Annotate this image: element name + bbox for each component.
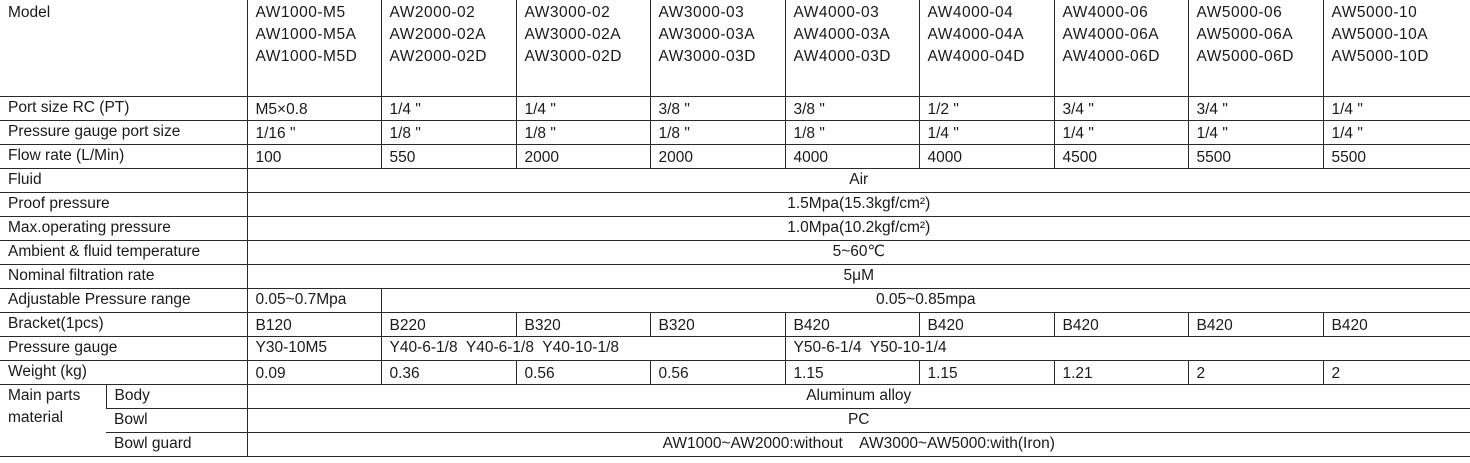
gauge-port-cell: 1/8 " (516, 121, 650, 145)
weight-cell: 0.09 (247, 361, 381, 385)
model-cell: AW4000-03 AW4000-03A AW4000-03D (785, 0, 919, 97)
gauge-port-cell: 1/4 " (1188, 121, 1323, 145)
model-cell: AW4000-04 AW4000-04A AW4000-04D (919, 0, 1054, 97)
flow-rate-cell: 2000 (516, 145, 650, 169)
adjustable-row (0, 289, 1470, 313)
bracket-label: Bracket(1pcs) (0, 313, 247, 337)
model-cell: AW3000-02 AW3000-02A AW3000-02D (516, 0, 650, 97)
proof-pressure-label: Proof pressure (0, 193, 247, 217)
weight-row (0, 361, 1470, 385)
bowl-row (0, 409, 1470, 433)
bracket-cell: B220 (381, 313, 516, 337)
flow-rate-cell: 4500 (1054, 145, 1188, 169)
gauge-port-row (0, 121, 1470, 145)
port-size-cell: 3/4 " (1054, 97, 1188, 121)
model-cell: AW4000-06 AW4000-06A AW4000-06D (1054, 0, 1188, 97)
flow-rate-cell: 4000 (785, 145, 919, 169)
bowl-guard-label: Bowl guard (106, 433, 247, 457)
model-label: Model (0, 0, 247, 97)
gauge-port-cell: 1/8 " (785, 121, 919, 145)
max-pressure-value: 1.0Mpa(10.2kgf/cm²) (247, 217, 1470, 241)
weight-cell: 2 (1188, 361, 1323, 385)
flow-rate-cell: 550 (381, 145, 516, 169)
gauge-port-label: Pressure gauge port size (0, 121, 247, 145)
flow-rate-cell: 4000 (919, 145, 1054, 169)
model-cell: AW5000-10 AW5000-10A AW5000-10D (1323, 0, 1470, 97)
port-size-cell: 1/2 " (919, 97, 1054, 121)
bracket-cell: B420 (1323, 313, 1470, 337)
flow-rate-cell: 2000 (650, 145, 785, 169)
fluid-value: Air (247, 169, 1470, 193)
weight-cell: 0.56 (516, 361, 650, 385)
gauge-port-cell: 1/4 " (1054, 121, 1188, 145)
port-size-cell: 3/8 " (650, 97, 785, 121)
gauge-port-cell: 1/8 " (650, 121, 785, 145)
model-cell: AW5000-06 AW5000-06A AW5000-06D (1188, 0, 1323, 97)
fluid-label: Fluid (0, 169, 247, 193)
flow-rate-cell: 100 (247, 145, 381, 169)
weight-cell: 1.21 (1054, 361, 1188, 385)
proof-pressure-value: 1.5Mpa(15.3kgf/cm²) (247, 193, 1470, 217)
temperature-value: 5~60℃ (247, 241, 1470, 265)
port-size-cell: M5×0.8 (247, 97, 381, 121)
adjustable-label: Adjustable Pressure range (0, 289, 247, 313)
port-size-cell: 1/4 " (516, 97, 650, 121)
gauge-port-cell: 1/4 " (919, 121, 1054, 145)
filtration-row (0, 265, 1470, 289)
flow-rate-cell: 5500 (1323, 145, 1470, 169)
weight-cell: 0.36 (381, 361, 516, 385)
bowl-guard-value: AW1000~AW2000:without AW3000~AW5000:with(Iron) (247, 433, 1470, 457)
gauge-cell: Y30-10M5 (247, 337, 381, 361)
body-label: Body (106, 385, 247, 409)
main-parts-label: Main parts material (0, 385, 106, 457)
weight-cell: 0.56 (650, 361, 785, 385)
port-size-cell: 1/4 " (1323, 97, 1470, 121)
temperature-label: Ambient & fluid temperature (0, 241, 247, 265)
bracket-cell: B420 (785, 313, 919, 337)
adjustable-value-small: 0.05~0.7Mpa (247, 289, 381, 313)
weight-label: Weight (kg) (0, 361, 247, 385)
bracket-cell: B120 (247, 313, 381, 337)
port-size-row (0, 97, 1470, 121)
bracket-cell: B420 (1054, 313, 1188, 337)
bowl-label: Bowl (106, 409, 247, 433)
gauge-port-cell: 1/8 " (381, 121, 516, 145)
model-row (0, 0, 1470, 97)
bracket-cell: B420 (919, 313, 1054, 337)
port-size-cell: 3/4 " (1188, 97, 1323, 121)
bracket-cell: B320 (516, 313, 650, 337)
bowl-guard-row (0, 433, 1470, 457)
port-size-cell: 3/8 " (785, 97, 919, 121)
flow-rate-label: Flow rate (L/Min) (0, 145, 247, 169)
gauge-port-cell: 1/16 " (247, 121, 381, 145)
gauge-cell: Y40-6-1/8 Y40-6-1/8 Y40-10-1/8 (381, 337, 785, 361)
gauge-cell: Y50-6-1/4 Y50-10-1/4 (785, 337, 1470, 361)
body-value: Aluminum alloy (247, 385, 1470, 409)
adjustable-value: 0.05~0.85mpa (381, 289, 1470, 313)
filtration-label: Nominal filtration rate (0, 265, 247, 289)
flow-rate-row (0, 145, 1470, 169)
gauge-row (0, 337, 1470, 361)
gauge-label: Pressure gauge (0, 337, 247, 361)
weight-cell: 1.15 (919, 361, 1054, 385)
gauge-port-cell: 1/4 " (1323, 121, 1470, 145)
model-cell: AW1000-M5 AW1000-M5A AW1000-M5D (247, 0, 381, 97)
port-size-label: Port size RC (PT) (0, 97, 247, 121)
model-cell: AW3000-03 AW3000-03A AW3000-03D (650, 0, 785, 97)
bracket-cell: B320 (650, 313, 785, 337)
temperature-row (0, 241, 1470, 265)
proof-pressure-row (0, 193, 1470, 217)
weight-cell: 1.15 (785, 361, 919, 385)
weight-cell: 2 (1323, 361, 1470, 385)
fluid-row (0, 169, 1470, 193)
bracket-cell: B420 (1188, 313, 1323, 337)
filtration-value: 5μM (247, 265, 1470, 289)
body-row (0, 385, 1470, 409)
model-cell: AW2000-02 AW2000-02A AW2000-02D (381, 0, 516, 97)
bowl-value: PC (247, 409, 1470, 433)
max-pressure-label: Max.operating pressure (0, 217, 247, 241)
bracket-row (0, 313, 1470, 337)
port-size-cell: 1/4 " (381, 97, 516, 121)
flow-rate-cell: 5500 (1188, 145, 1323, 169)
max-pressure-row (0, 217, 1470, 241)
